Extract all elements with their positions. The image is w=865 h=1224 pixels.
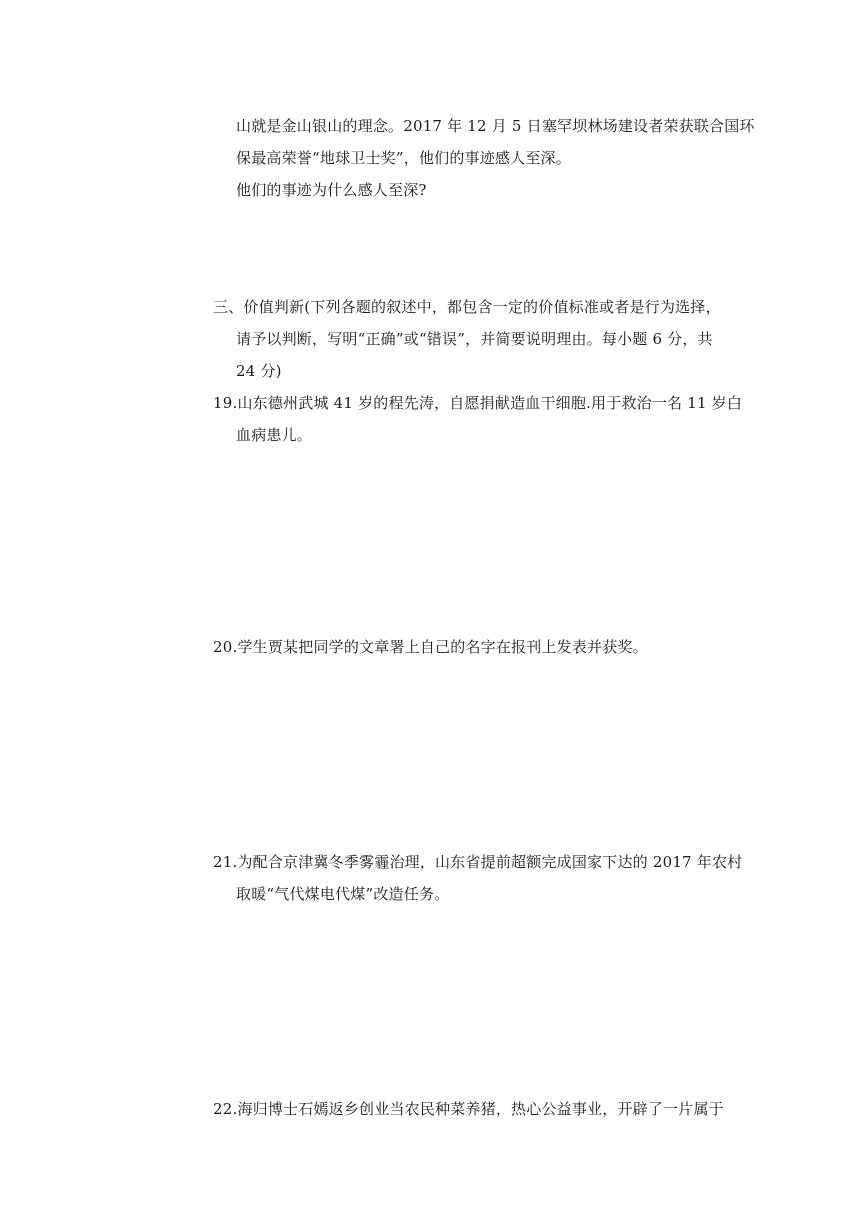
question-19-line-2: 血病患儿。 — [236, 426, 313, 444]
section-three-heading-line-1: 三、价值判新(下列各题的叙述中，都包含一定的价值标准或者是行为选择， — [213, 298, 721, 316]
question-19-line-1: 19.山东德州武城 41 岁的程先涛，自愿捐献造血干细胞.用于救治一名 11 岁白 — [213, 394, 743, 412]
intro-passage-line-2: 保最高荣誉“地球卫士奖”，他们的事迹感人至深。 — [236, 149, 571, 167]
question-21-line-1: 21.为配合京津冀冬季雾霾治理，山东省提前超额完成国家下达的 2017 年农村 — [213, 853, 743, 871]
question-22-line-1: 22.海归博士石嫣返乡创业当农民种菜养猪，热心公益事业，开辟了一片属于 — [213, 1100, 724, 1118]
question-20-line-1: 20.学生贾某把同学的文章署上自己的名字在报刊上发表并获奖。 — [213, 638, 648, 656]
question-21-line-2: 取暖“气代煤电代煤”改造任务。 — [236, 885, 450, 903]
section-three-heading-line-3: 24 分) — [236, 362, 282, 380]
section-three-heading-line-2: 请予以判断，写明“正确”或“错误”，并简要说明理由。每小题 6 分，共 — [236, 330, 713, 348]
intro-question: 他们的事迹为什么感人至深? — [236, 181, 427, 199]
intro-passage-line-1: 山就是金山银山的理念。2017 年 12 月 5 日塞罕坝林场建设者荣获联合国环 — [236, 117, 755, 135]
